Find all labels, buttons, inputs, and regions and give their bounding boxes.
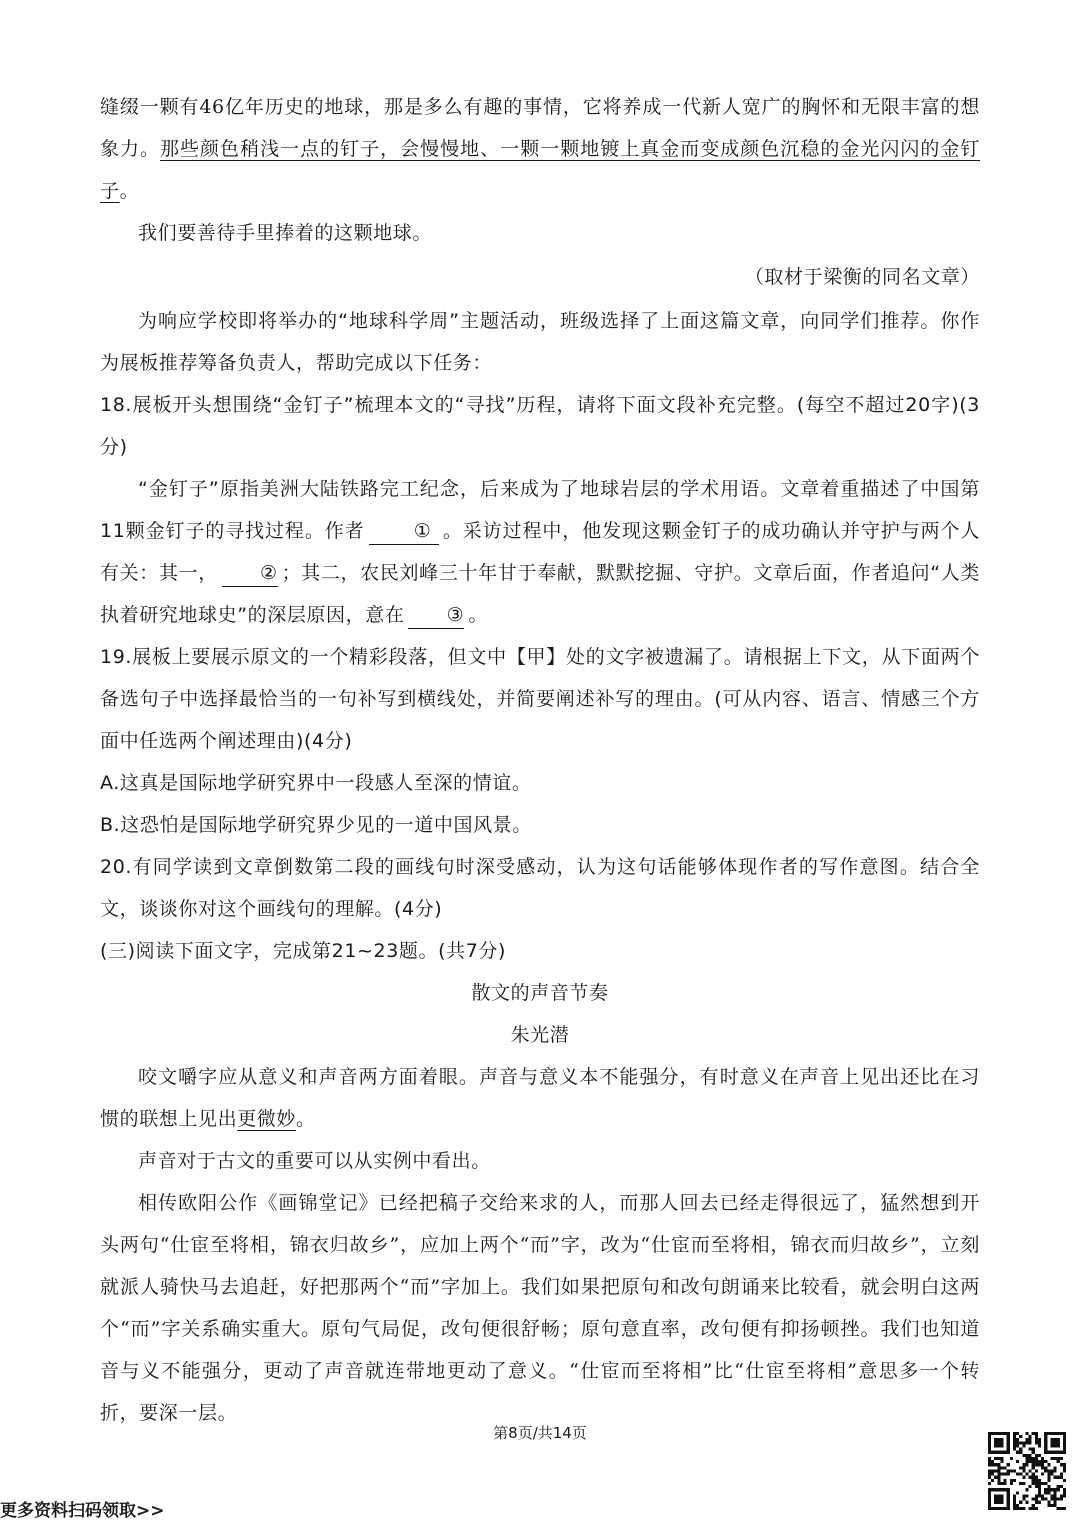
passage-text: 。采访过程中，他发现这颗金钉子的成功确认并守护与两个人有关：其一，: [100, 520, 981, 584]
underlined-phrase: 更微妙: [237, 1108, 297, 1130]
answer-blank-1[interactable]: ①: [369, 518, 439, 545]
task-intro: 为响应学校即将举办的“地球科学周”主题活动，班级选择了上面这篇文章，向同学们推荐。你作为展板推荐筹备负责人，帮助完成以下任务：: [100, 310, 980, 374]
article-paragraph: [100, 1056, 980, 1140]
article-author: 朱光潜: [510, 1024, 570, 1046]
paragraph-text: 缝缀一颗有46亿年历史的地球，那是多么有趣的事情，它将养成一代新人宽广的胸怀和无限丰富的想象力。: [100, 96, 980, 160]
passage-text: ；其二，农民刘峰三十年甘于奉献，默默挖掘、守护。文章后面，作者追问“人类执着研究地球史”的深层原因，意在: [100, 562, 980, 626]
reading-paragraph: 我们要善待手里捧着的这颗地球。: [138, 222, 433, 244]
underlined-sentence: 那些颜色稍浅一点的钉子，会慢慢地、一颗一颗地镀上真金而变成颜色沉稳的金光闪闪的金钉子: [100, 138, 980, 202]
question-19-prompt: 19.展板上要展示原文的一个精彩段落，但文中【甲】处的文字被遗漏了。请根据上下文，从下面两个备选句子中选择最恰当的一句补写到横线处，并简要阐述补写的理由。(可从内容、语言、情感三个方面中任选两个阐述理由)(4分): [100, 646, 980, 752]
question-18-prompt: 18.展板开头想围绕“金钉子”梳理本文的“寻找”历程，请将下面文段补充完整。(每空不超过20字)(3分): [100, 394, 980, 458]
section-3-heading: (三)阅读下面文字，完成第21~23题。(共7分): [100, 940, 507, 962]
article-paragraph: 声音对于古文的重要可以从实例中看出。: [138, 1150, 491, 1172]
qr-code-icon[interactable]: [988, 1432, 1066, 1510]
page-content: [100, 86, 980, 1434]
option-a: A.这真是国际地学研究界中一段感人至深的情谊。: [100, 772, 532, 794]
paragraph-text: 咬文嚼字应从意义和声音两方面着眼。声音与意义本不能强分，有时意义在声音上见出还比在习惯的联想上见出: [100, 1066, 980, 1130]
article-paragraph: 相传欧阳公作《画锦堂记》已经把稿子交给来求的人，而那人回去已经走得很远了，猛然想到开头两句“仕宦至将相，锦衣归故乡”，应加上两个“而”字，改为“仕宦而至将相，锦衣而归故乡”，立刻就派人骑快马去追赶，好把那两个“而”字加上。我们如果把原句和改句朗诵来比较看，就会明白这两个“而”字关系确实重大。原句气局促，改句便很舒畅；原句意直率，改句便有抑扬顿挫。我们也知道音与义不能强分，更动了声音就连带地更动了意义。“仕宦而至将相”比“仕宦至将相”意思多一个转折，要深一层。: [100, 1192, 980, 1424]
question-18-passage: [100, 468, 980, 636]
passage-text: 。: [468, 604, 489, 626]
page-number: 第8页/共14页: [493, 1424, 587, 1442]
option-b: B.这恐怕是国际地学研究界少见的一道中国风景。: [100, 814, 532, 836]
source-citation: （取材于梁衡的同名文章）: [744, 266, 980, 288]
paragraph-text: 。: [119, 180, 140, 202]
article-title: 散文的声音节奏: [471, 982, 609, 1004]
passage-text: “金钉子”原指美洲大陆铁路完工纪念，后来成为了地球岩层的学术用语。文章着重描述了中国第11颗金钉子的寻找过程。作者: [100, 478, 980, 542]
reading-paragraph: [100, 86, 980, 212]
question-20-prompt: 20.有同学读到文章倒数第二段的画线句时深受感动，认为这句话能够体现作者的写作意图。结合全文，谈谈你对这个画线句的理解。(4分): [100, 856, 980, 920]
answer-blank-2[interactable]: ②: [222, 560, 278, 587]
answer-blank-3[interactable]: ③: [408, 602, 464, 629]
paragraph-text: 。: [296, 1108, 316, 1130]
more-materials-link[interactable]: 更多资料扫码领取>>: [0, 1501, 165, 1521]
